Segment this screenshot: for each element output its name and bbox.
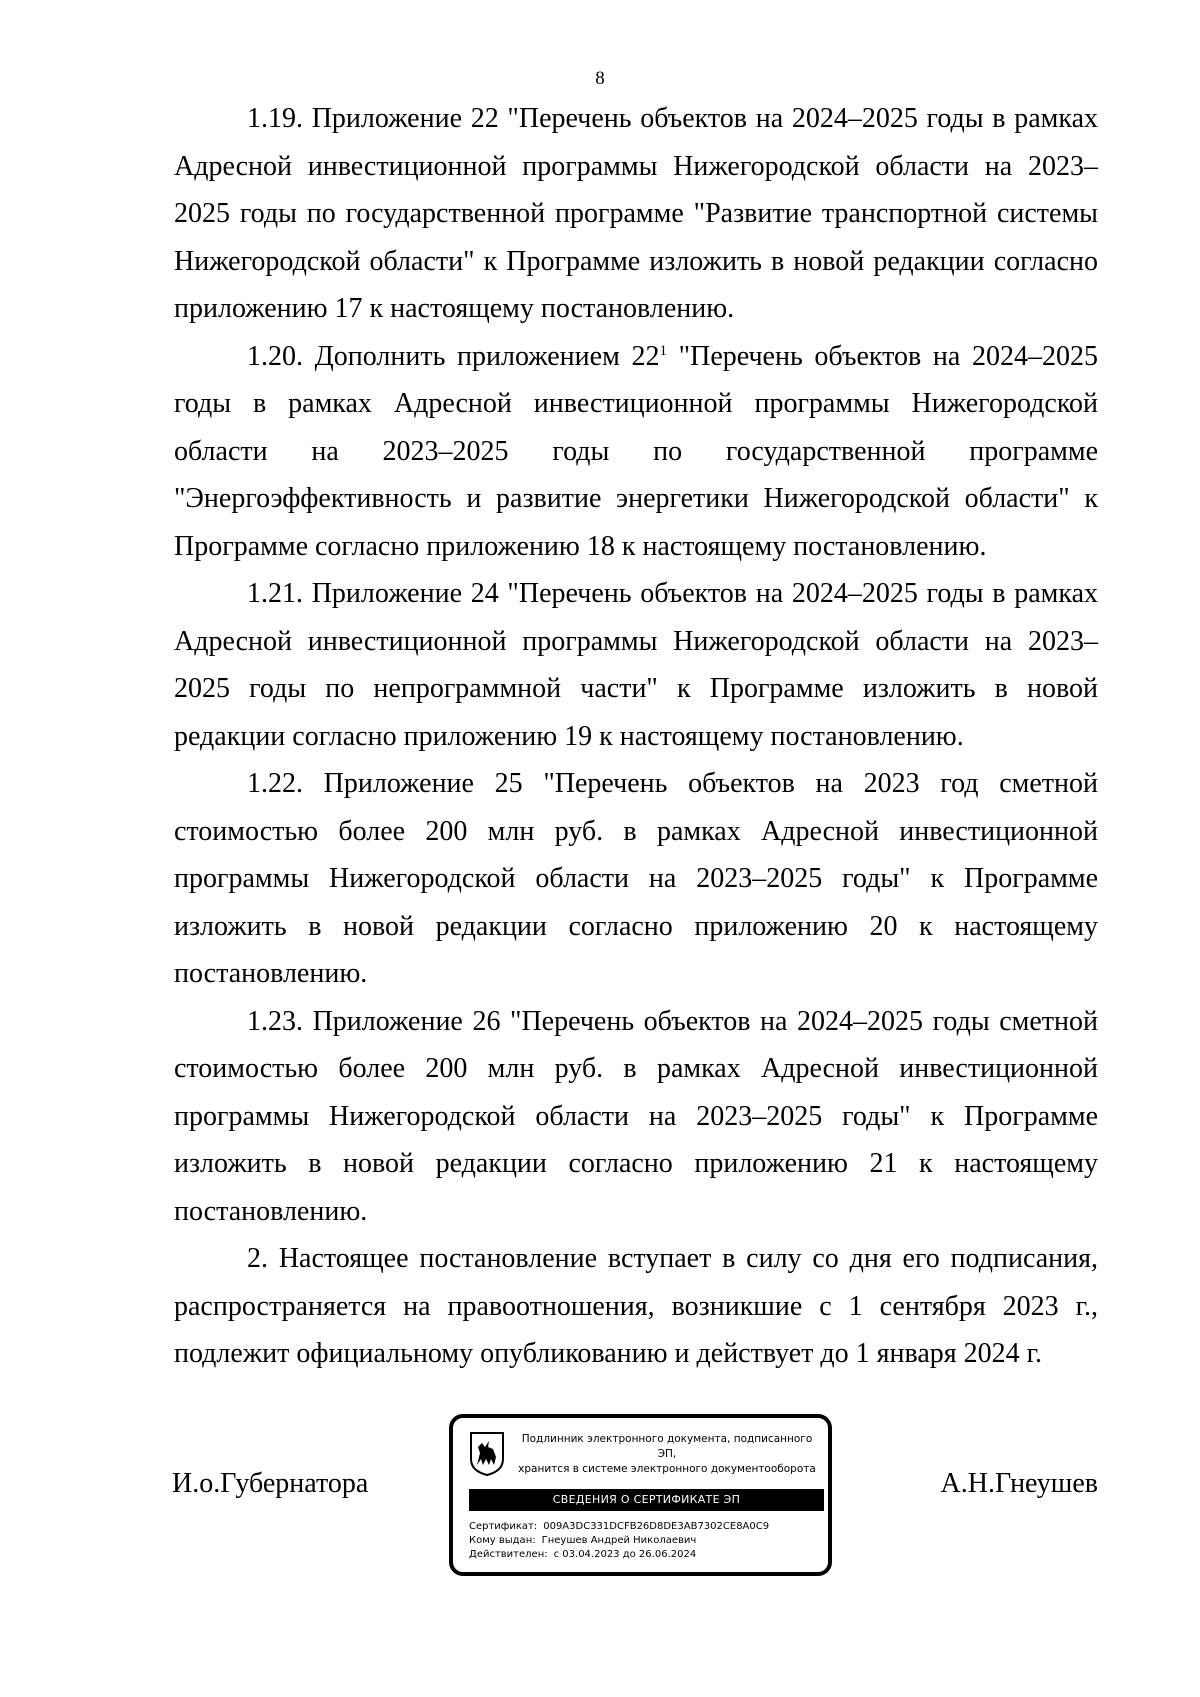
paragraph-2: 2. Настоящее постановление вступает в силу со дня его подписания, распространяется на правоотношения, возникшие с 1 сентября 2023 г., подлежит официальному опубликованию и действует до 1 января 2024 г. bbox=[174, 1243, 1098, 1369]
certificate-label: Сертификат: bbox=[469, 1521, 538, 1532]
page-number: 8 bbox=[595, 68, 605, 89]
stamp-header bbox=[511, 1432, 823, 1477]
issued-to-label: Кому выдан: bbox=[469, 1535, 536, 1546]
validity-row bbox=[469, 1548, 824, 1562]
validity-value: с 03.04.2023 до 26.06.2024 bbox=[553, 1549, 697, 1560]
paragraph-1-22: 1.22. Приложение 25 "Перечень объектов на 2023 год сметной стоимостью более 200 млн руб. в рамках Адресной инвестиционной программы Нижегородской области на 2023–2025 годы" к Программе изложить в новой редакции согласно приложению 20 к настоящему постановлению. bbox=[174, 768, 1098, 989]
paragraph-1-21: 1.21. Приложение 24 "Перечень объектов на 2024–2025 годы в рамках Адресной инвестиционной программы Нижегородской области на 2023–2025 годы по непрограммной части" к Программе изложить в новой редакции согласно приложению 19 к настоящему постановлению. bbox=[174, 578, 1098, 752]
superscript-index: 1 bbox=[659, 342, 667, 359]
paragraph-1-23: 1.23. Приложение 26 "Перечень объектов на 2024–2025 годы сметной стоимостью более 200 млн руб. в рамках Адресной инвестиционной программы Нижегородской области на 2023–2025 годы" к Программе изложить в новой редакции согласно приложению 21 к настоящему постановлению. bbox=[174, 1005, 1098, 1227]
signatory-role: И.о.Губернатора bbox=[172, 1468, 369, 1499]
stamp-header-line-2: хранится в системе электронного документооборота bbox=[518, 1463, 816, 1475]
paragraph-1-19: 1.19. Приложение 22 "Перечень объектов на 2024–2025 годы в рамках Адресной инвестиционной программы Нижегородской области на 2023–2025 годы по государственной программе "Развитие транспортной системы Нижегородской области" к Программе изложить в новой редакции согласно приложению 17 к настоящему постановлению. bbox=[174, 103, 1098, 324]
issued-to-row bbox=[469, 1534, 824, 1548]
certificate-info-bar: СВЕДЕНИЯ О СЕРТИФИКАТЕ ЭП bbox=[469, 1489, 824, 1511]
validity-label: Действителен: bbox=[469, 1549, 548, 1560]
issued-to-value: Гнеушев Андрей Николаевич bbox=[541, 1535, 697, 1546]
stamp-header-line-1: Подлинник электронного документа, подписанного ЭП, bbox=[521, 1433, 813, 1460]
paragraph-1-20-start: 1.20. Дополнить приложением 22 bbox=[247, 340, 660, 372]
certificate-value: 009A3DC331DCFB26D8DE3AB7302CE8A0C9 bbox=[543, 1521, 770, 1532]
document-body bbox=[174, 95, 1098, 1378]
electronic-signature-stamp bbox=[449, 1414, 832, 1576]
certificate-row bbox=[469, 1520, 824, 1534]
paragraph-1-20 bbox=[174, 333, 1098, 571]
certificate-details bbox=[469, 1520, 824, 1562]
signatory-name: А.Н.Гнеушев bbox=[940, 1468, 1098, 1499]
coat-of-arms-icon bbox=[469, 1431, 505, 1477]
paragraph-1-20-end: "Перечень объектов на 2024–2025 годы в рамках Адресной инвестиционной программы Нижегородской области на 2023–2025 годы по государственной программе "Энергоэффективность и развитие энергетики Нижегородской области" к Программе согласно приложению 18 к настоящему постановлению. bbox=[174, 340, 1098, 562]
